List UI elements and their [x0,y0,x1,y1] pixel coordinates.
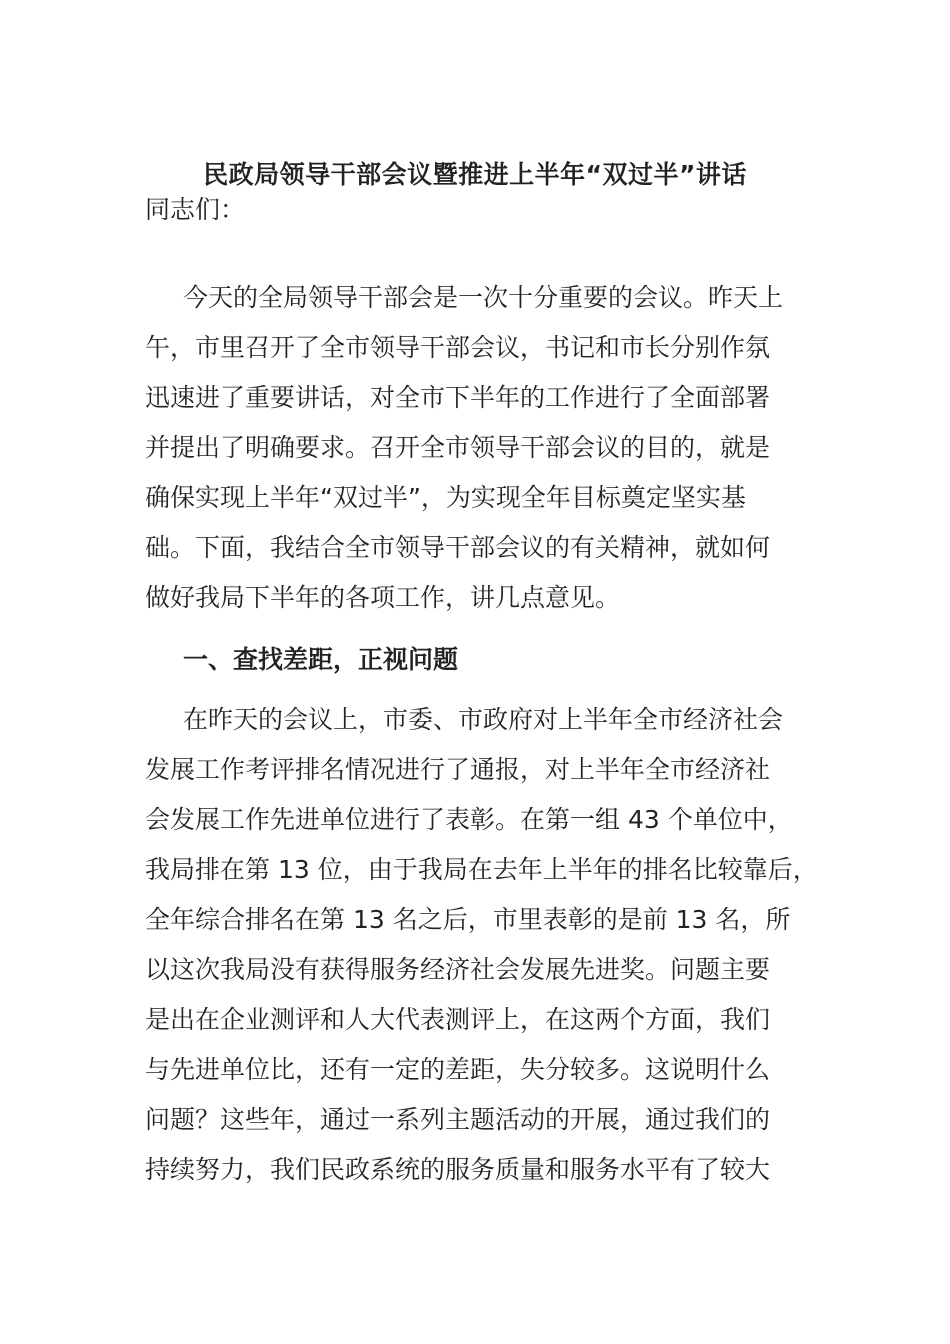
paragraph-line: 今天的全局领导干部会是一次十分重要的会议。昨天上 [183,283,784,312]
document-title: 民政局领导干部会议暨推进上半年“双过半”讲话 [203,160,747,189]
salutation: 同志们： [145,195,246,224]
paragraph-line: 午，市里召开了全市领导干部会议，书记和市长分别作氛 [145,333,771,362]
paragraph-line: 全年综合排名在第 13 名之后，市里表彰的是前 13 名，所 [145,905,791,934]
paragraph-line: 会发展工作先进单位进行了表彰。在第一组 43 个单位中， [145,805,793,834]
paragraph-2 [145,695,845,1195]
paragraph-line: 是出在企业测评和人大代表测评上，在这两个方面，我们 [145,1005,771,1034]
paragraph-line: 我局排在第 13 位，由于我局在去年上半年的排名比较靠后， [145,855,818,884]
paragraph-line: 以这次我局没有获得服务经济社会发展先进奖。问题主要 [145,955,771,984]
paragraph-line: 问题？这些年，通过一系列主题活动的开展，通过我们的 [145,1105,771,1134]
paragraph-line: 做好我局下半年的各项工作，讲几点意见。 [145,583,621,612]
paragraph-line: 持续努力，我们民政系统的服务质量和服务水平有了较大 [145,1155,771,1184]
paragraph-line: 发展工作考评排名情况进行了通报，对上半年全市经济社 [145,755,771,784]
paragraph-line: 础。下面，我结合全市领导干部会议的有关精神，就如何 [145,533,771,562]
paragraph-line: 迅速进了重要讲话，对全市下半年的工作进行了全面部署 [145,383,771,412]
paragraph-1 [145,273,845,623]
paragraph-line: 在昨天的会议上，市委、市政府对上半年全市经济社会 [183,705,784,734]
paragraph-line: 确保实现上半年“双过半”，为实现全年目标奠定坚实基 [145,483,746,512]
paragraph-line: 与先进单位比，还有一定的差距，失分较多。这说明什么 [145,1055,771,1084]
paragraph-line: 并提出了明确要求。召开全市领导干部会议的目的，就是 [145,433,771,462]
section-heading: 一、查找差距，正视问题 [183,645,459,674]
